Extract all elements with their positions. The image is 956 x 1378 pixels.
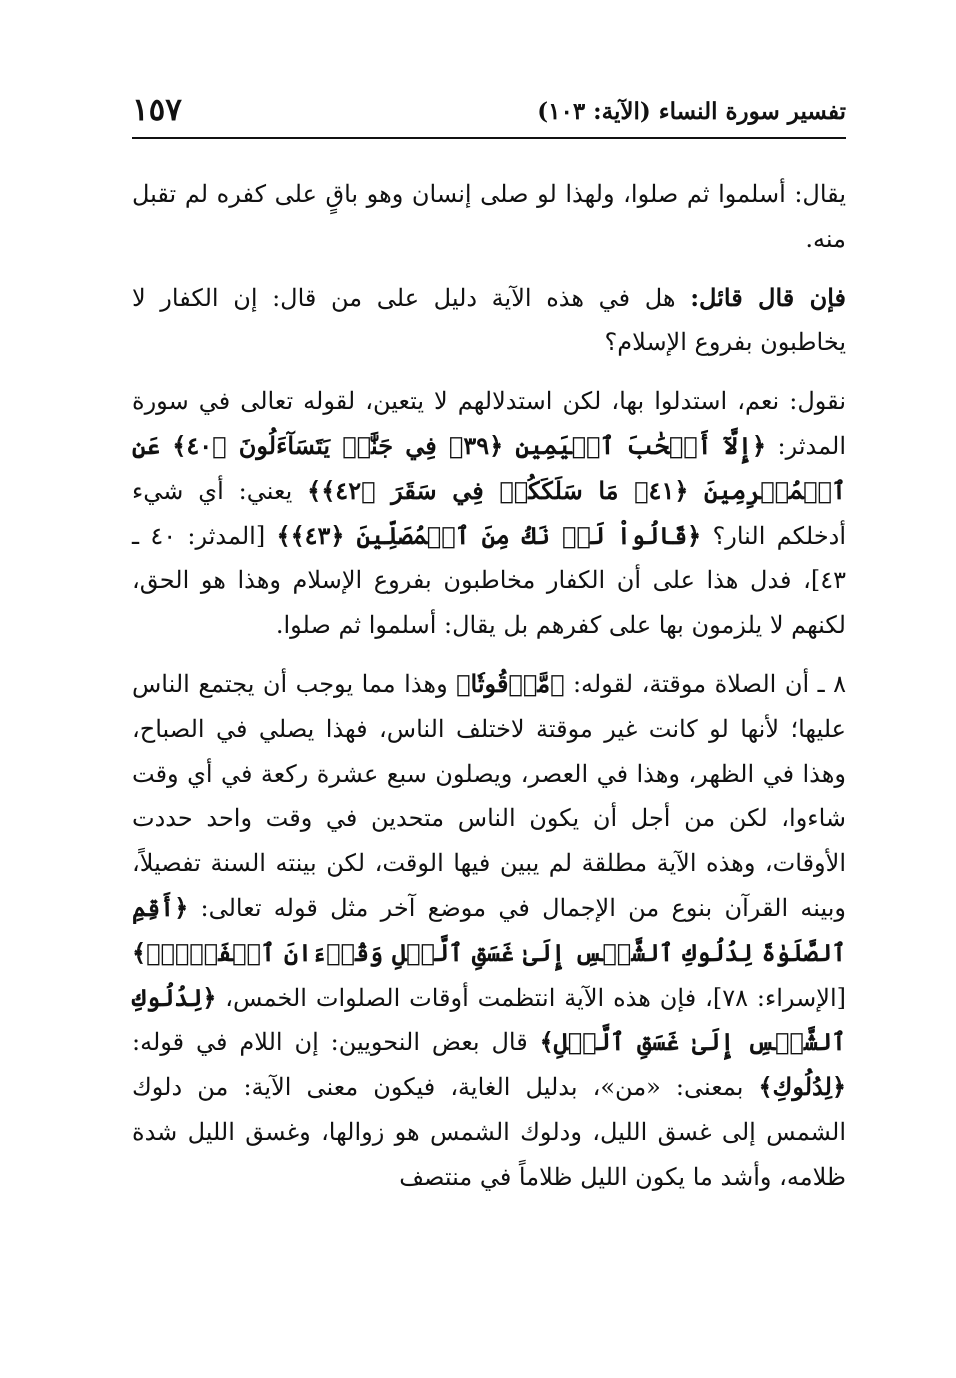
paragraph-4-text-c: [الإسراء: ٧٨]، فإن هذه الآية انتظمت أوقات الصلوات الخمس، (216, 983, 846, 1012)
paragraph-4-text-a: ٨ ـ أن الصلاة موقتة، لقوله: (564, 669, 847, 698)
paragraph-2-text: هل في هذه الآية دليل على من قال: إن الكفار لا يخاطبون بفروع الإسلام؟ (132, 283, 846, 357)
quran-word-liduluk: ﴿لِدُلُوكِ﴾ (758, 1072, 847, 1102)
quran-verse-muddaththir-39-42: ﴿إِلَّآ أَصۡحَٰبَ ٱلۡيَمِينِ ﴿٣٩﴾ فِي جَنَّٰتٖ يَتَسَآءَلُونَ ﴿٤٠﴾ عَنِ ٱلۡمُجۡرِمِينَ ﴿٤١﴾ مَا سَلَكَكُمۡ فِي سَقَرَ ﴿٤٢﴾﴾ (132, 430, 847, 505)
body-text (132, 172, 846, 1214)
paragraph-3-text-b: يعني: أي شيء أدخلكم النار؟ (132, 476, 847, 550)
paragraph-1 (132, 172, 846, 262)
paragraph-4 (132, 662, 846, 1200)
paragraph-4-text-e: بمعنى: «من»، بدليل الغاية، فيكون معنى الآية: من دلوك الشمس إلى غسق الليل، ودلوك الشمس هو زوالها، وغسق الليل شدة ظلامه، وأشد ما يكون الليل ظلاماً في منتصف (132, 1073, 846, 1191)
paragraph-2 (132, 276, 846, 366)
paragraph-4-text-b: وهذا مما يوجب أن يجتمع الناس عليها؛ لأنها لو كانت غير موقتة لاختلف الناس، فهذا يصلي في الصباح، وهذا في الظهر، وهذا في العصر، ويصلون سبع عشرة ركعة في أي وقت شاءوا، لكن من أجل أن يكون الناس متحدين في وقت واحد حددت الأوقات، وهذه الآية مطلقة لم يبين فيها الوقت، لكن بينته السنة تفصيلاً، وبينه القرآن بنوع من الإجمال في موضع آخر مثل قوله تعالى: (132, 669, 847, 922)
question-lead: فإن قال قائل: (690, 282, 847, 312)
quran-verse-muddaththir-43: ﴿قَالُواْ لَمۡ نَكُ مِنَ ٱلۡمُصَلِّينَ ﴿٤٣﴾﴾ (276, 520, 702, 550)
paragraph-3 (132, 379, 846, 648)
paragraph-3-text-c: [المدثر: ٤٠ ـ ٤٣]، فدل هذا على أن الكفار مخاطبون بفروع الإسلام وهذا هو الحق، لكنهم لا يلزمون بها على كفرهم بل يقال: أسلموا ثم صلوا. (132, 521, 846, 640)
quran-verse-isra-78: ﴿أَقِمِ ٱلصَّلَوٰةَ لِدُلُوكِ ٱلشَّمۡسِ إِلَىٰ غَسَقِ ٱلَّيۡلِ وَقُرۡءَانَ ٱلۡفَجۡرِۖ﴾ (132, 892, 846, 967)
paragraph-4-text-d: قال بعض النحويين: إن اللام في قوله: (132, 1028, 540, 1057)
paragraph-3-text-a: نقول: نعم، استدلوا بها، لكن استدلالهم لا يتعين، لقوله تعالى في سورة المدثر: (132, 387, 846, 460)
page-number: ١٥٧ (132, 92, 182, 128)
quran-phrase-duluk: ﴿لِدُلُوكِ ٱلشَّمۡسِ إِلَىٰ غَسَقِ ٱلَّيۡلِ﴾ (132, 982, 846, 1057)
header-rule (132, 137, 846, 139)
header-title: تفسير سورة النساء (الآية: ١٠٣) (537, 98, 846, 125)
running-header (132, 92, 846, 136)
quran-word-mawqutan: ﴿مَّوۡقُوتٗا﴾ (456, 668, 565, 698)
paragraph-1-text: يقال: أسلموا ثم صلوا، ولهذا لو صلى إنسان وهو باقٍ على كفره لم تقبل منه. (132, 180, 846, 253)
